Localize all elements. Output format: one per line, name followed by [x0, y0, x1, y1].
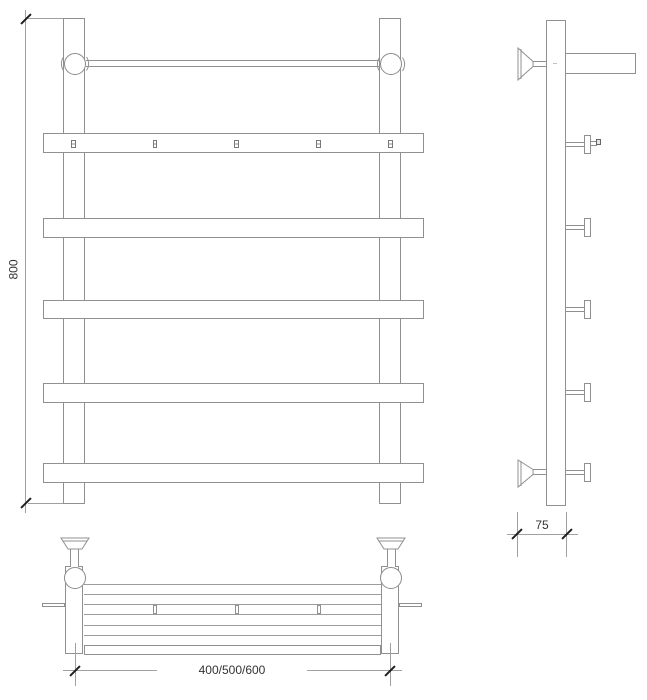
bottom-wall-bracket-right	[377, 538, 405, 549]
width-extension-left	[75, 643, 76, 686]
right-bar-holder	[380, 53, 402, 75]
width-dimension-label: 400/500/600	[157, 664, 307, 677]
left-bar-holder	[64, 53, 86, 75]
width-extension-right	[390, 643, 391, 686]
right-bar-holder	[380, 567, 402, 589]
height-dimension-label: 800	[8, 252, 21, 288]
height-extension-bottom	[28, 503, 63, 504]
side-wall-bracket-bottom	[518, 460, 546, 487]
depth-dimension-label: 75	[535, 518, 549, 532]
holder-washer-arcs	[61, 57, 404, 71]
height-dimension-line	[25, 10, 26, 513]
side-wall-bracket-top	[518, 48, 546, 80]
height-extension-top	[28, 18, 63, 19]
bottom-wall-bracket-left	[61, 538, 89, 549]
left-bar-holder	[64, 567, 86, 589]
